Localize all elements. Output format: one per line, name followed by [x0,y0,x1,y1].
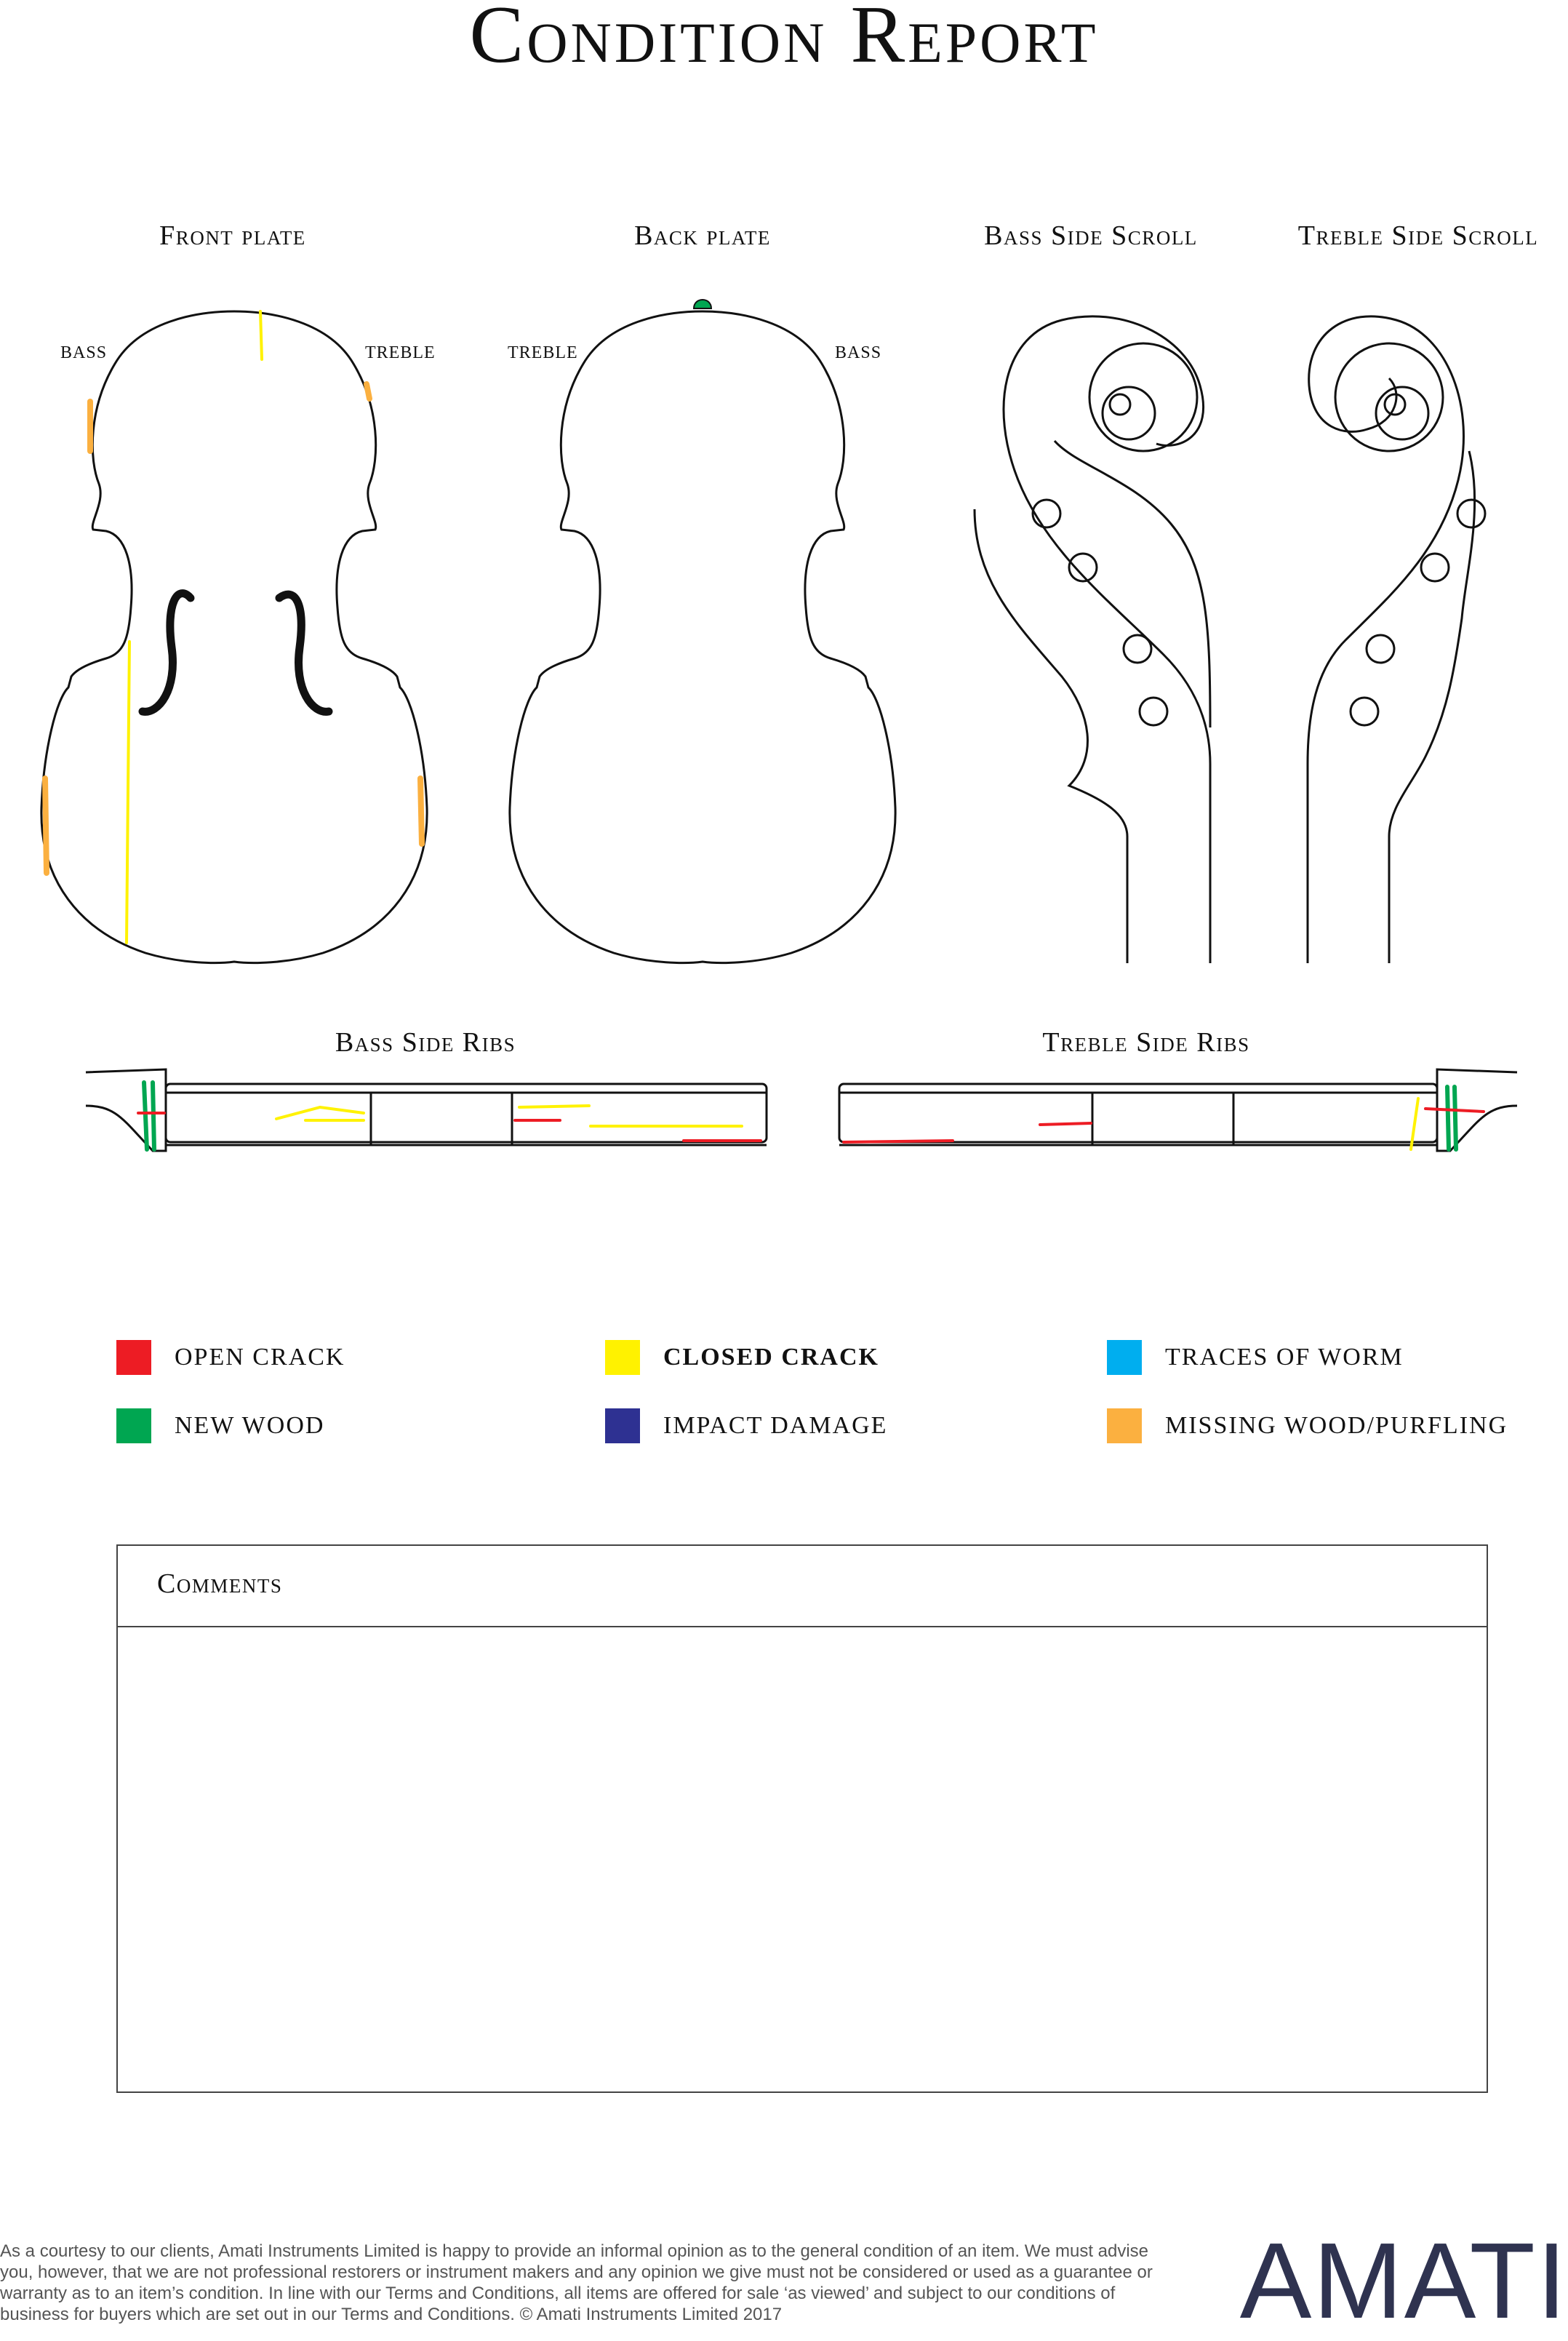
comments-label: Comments [157,1568,283,1599]
back-plate-bass-side: BASS [835,343,882,362]
front-plate-bass-side: BASS [60,343,108,362]
f-hole-marks [143,594,329,712]
missing-wood-swatch [1107,1408,1142,1443]
legend-label: TRACES OF WORM [1165,1344,1404,1371]
bass-side-ribs-label: Bass Side Ribs [335,1027,516,1058]
amati-logo: AMATI [1239,2221,1568,2341]
legend-label: MISSING WOOD/PURFLING [1165,1412,1508,1439]
disclaimer-text: As a courtesy to our clients, Amati Instruments Limited is happy to provide an informal opinion as to the general condition of an item. We must advise you, however, that we are not professional restorers or instrument makers and any opinion we give must not be considered or used as a guarantee or warranty as to an item’s condition. In line with our Terms and Conditions, all items are offered for sale ‘as viewed’ and subject to our conditions of business for buyers which are set out in our Terms and Conditions. © Amati Instruments Limited 2017 [0,2241,1153,2324]
impact-damage-swatch [605,1408,640,1443]
legend-label: OPEN CRACK [175,1344,345,1371]
bass-scroll-outline [1004,316,1210,963]
damage-markings [45,300,1484,1149]
legend-label: NEW WOOD [175,1412,325,1439]
legend-label: CLOSED CRACK [663,1344,879,1371]
new-wood-swatch [116,1408,151,1443]
treble-side-scroll-label: Treble Side Scroll [1297,220,1539,251]
treble-side-ribs-label: Treble Side Ribs [1042,1027,1250,1058]
back-plate-outline [510,311,895,963]
bass-side-scroll-label: Bass Side Scroll [984,220,1198,251]
closed-crack-swatch [605,1340,640,1375]
comments-box [116,1544,1488,2093]
back-plate-treble-side: TREBLE [508,343,578,362]
front-plate-label: Front plate [159,220,306,251]
front-plate-treble-side: TREBLE [365,343,436,362]
comments-header [118,1546,1487,1627]
legend-label: IMPACT DAMAGE [663,1412,888,1439]
traces-of-worm-swatch [1107,1340,1142,1375]
front-plate-outline [41,311,427,963]
open-crack-swatch [116,1340,151,1375]
back-plate-label: Back plate [634,220,771,251]
page-title: Condition Report [469,0,1099,80]
